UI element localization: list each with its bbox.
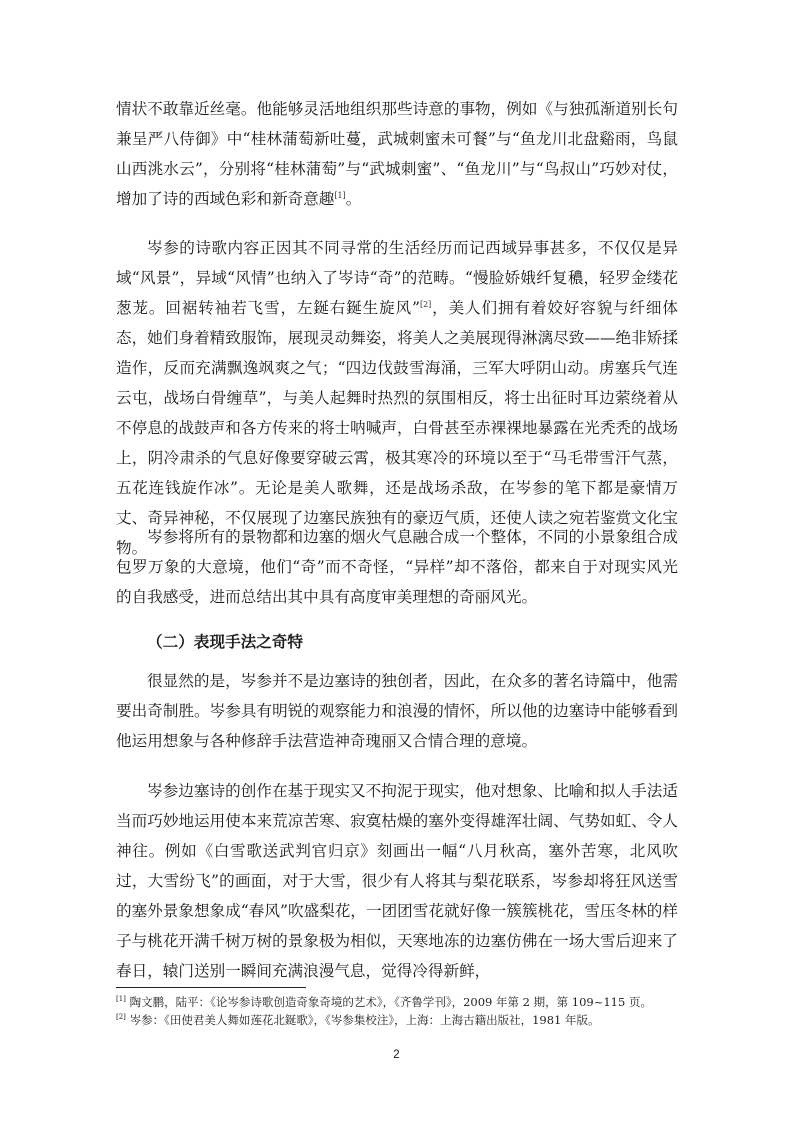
section-heading: （二）表现手法之奇特 [147, 633, 303, 651]
page-number: 2 [393, 1049, 400, 1061]
footnote-2-text: 岑参：《田使君美人舞如莲花北鋋歌》，《岑参集校注》，上海：上海古籍出版社，1981 年版。 [129, 1013, 600, 1027]
paragraph-4: 很显然的是，岑参并不是边塞诗的独创者，因此，在众多的著名诗篇中，他需要出奇制胜。岑参具有明锐的观察能力和浪漫的情怀，所以他的边塞诗中能够看到他运用想象与各种修辞手法营造神奇瑰丽又合情合理的意境。 [116, 672, 678, 750]
paragraph-1 [116, 94, 678, 214]
paragraph-2-rest: ，美人们拥有着姣好容貌与纤细体态，她们身着精致服饰，展现灵动舞姿，将美人之美展现得淋漓尽致——绝非矫揉造作，反而充满飘逸飒爽之气；“四边伐鼓雪海涌，三军大呼阴山动。虏塞兵气连云屯，战场白骨缠草”，与美人起舞时热烈的氛围相反，将士出征时耳边萦绕着从不停息的战鼓声和各方传来的将士呐喊声，白骨甚至赤裸裸地暴露在光秃秃的战场上，阴冷肃杀的气息好像要穿破云霄，极其寒冷的环境以至于“马毛带雪汗气蒸，五花连钱旋作冰”。无论是美人歌舞，还是战场杀敌，在岑参的笔下都是豪情万丈、奇异神秘，不仅展现了边塞民族独有的豪迈气质，还使人读之宛若鉴赏文化宝物。 [116, 299, 678, 557]
footnote-1-mark: [1] [116, 995, 126, 1004]
paragraph-2 [116, 233, 678, 563]
citation-ref-1[interactable]: [1] [334, 190, 346, 200]
footnote-divider [116, 987, 306, 988]
paragraph-5: 岑参边塞诗的创作在基于现实又不拘泥于现实，他对想象、比喻和拟人手法适当而巧妙地运用使本来荒凉苦寒、寂寞枯燥的塞外变得雄浑壮阔、气势如虹、令人神往。例如《白雪歌送武判官归京》刻画出一幅“八月秋高，塞外苦寒，北风吹过，大雪纷飞”的画面，对于大雪，很少有人将其与梨花联系，岑参却将狂风送雪的塞外景象想象成“春风”吹盛梨花，一团团雪花就好像一簇簇桃花，雪压冬林的样子与桃花开满千树万树的景象极为相似，天寒地冻的边塞仿佛在一场大雪后迎来了春日，辕门送别一瞬间充满浪漫气息，觉得冷得新鲜， [116, 782, 678, 980]
paragraph-2-text: 岑参的诗歌内容正因其不同寻常的生活经历而记西域异事甚多，不仅仅是异域“风景”，异域“风情”也纳入了岑诗“奇”的范畴。“慢脸娇娥纤复穠，轻罗金缕花葱茏。回裾转袖若飞雪，左鋋右鋋生旋风” [116, 239, 678, 317]
citation-ref-2[interactable]: [2] [419, 299, 432, 309]
paragraph-1-text: 情状不敢靠近丝毫。他能够灵活地组织那些诗意的事物，例如《与独孤渐道别长句兼呈严八侍御》中“桂林蒲萄新吐蔓，武城刺蜜未可餐”与“鱼龙川北盘谿雨，鸟鼠山西洮水云”，分别将“桂林蒲萄”与“武城刺蜜”、“鱼龙川”与“鸟叔山”巧妙对仗，增加了诗的西域色彩和新奇意趣 [116, 100, 678, 208]
paragraph-1-end: 。 [345, 190, 362, 208]
footnote-2-mark: [2] [116, 1013, 126, 1022]
footnote-2 [116, 1012, 696, 1029]
footnote-1-text: 陶文鹏，陆平：《论岑参诗歌创造奇象奇境的艺术》，《齐鲁学刊》，2009 年第 2 期，第 109~115 页。 [129, 995, 652, 1009]
footnote-1 [116, 994, 696, 1011]
paragraph-3: 岑参将所有的景物都和边塞的烟火气息融合成一个整体，不同的小景象组合成包罗万象的大意境，他们“奇”而不奇怪，“异样”却不落俗，都来自于对现实风光的自我感受，进而总结出其中具有高度审美理想的奇丽风光。 [116, 528, 678, 606]
